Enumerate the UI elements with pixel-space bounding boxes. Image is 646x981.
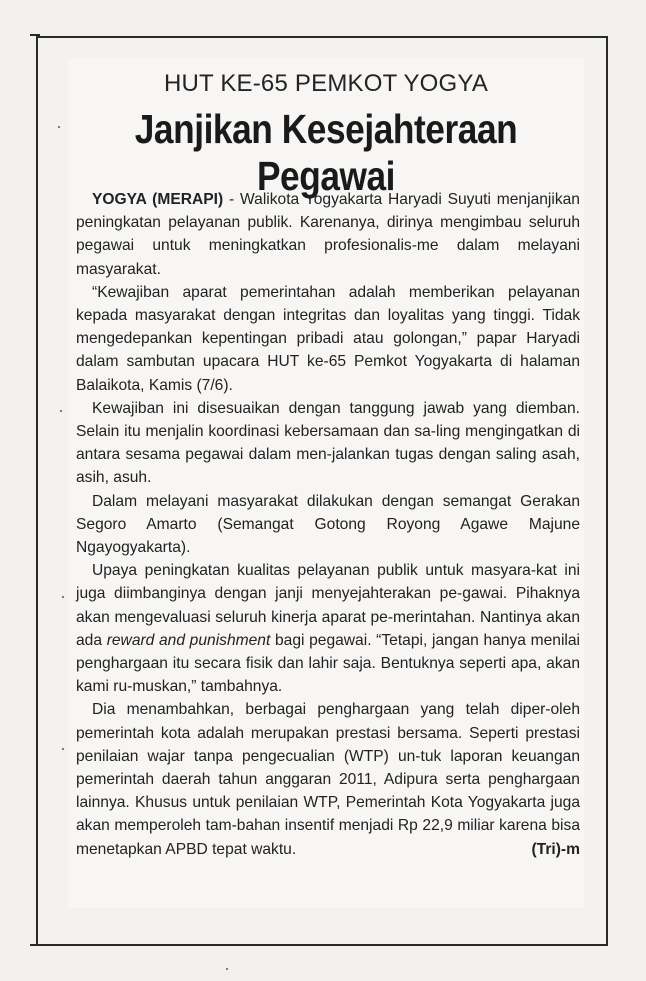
dateline-separator: - — [223, 191, 241, 208]
paragraph-6-text: Dia menambahkan, berbagai penghargaan yang telah diper-oleh pemerintah kota adalah merupakan prestasi bersama. Seperti prestasi penilaian wajar tanpa pengecualian (WTP) un-tuk laporan keuangan pemerintah daerah tahun anggaran 2011, Adipura serta penghargaan lainnya. Khusus untuk penilaian WTP, Pemerintah Kota Yogyakarta juga akan memperoleh tam-bahan insentif menjadi Rp 22,9 miliar karena bisa menetapkan APBD tepat waktu. — [76, 701, 580, 858]
article-headline: Janjikan Kesejahteraan Pegawai — [134, 106, 518, 199]
paragraph-3: Kewajiban ini disesuaikan dengan tanggung jawab yang diemban. Selain itu menjalin koordinasi kebersamaan dan sa-ling mengingatkan di antara sesama pegawai dalam men-jalankan tugas dengan saling asah, asih, asuh. — [76, 399, 580, 487]
dateline: YOGYA (MERAPI) — [92, 191, 224, 208]
paragraph-1-text: Walikota Yogyakarta Haryadi Suyuti menjanjikan peningkatan pelayanan publik. Karenanya, dirinya mengimbau seluruh pegawai untuk meningkatkan profesionalis-me dalam melayani masyarakat. — [76, 191, 580, 278]
paragraph-4: Dalam melayani masyarakat dilakukan dengan semangat Gerakan Segoro Amarto (Semangat Gotong Royong Agawe Majune Ngayogyakarta). — [76, 492, 580, 557]
byline: (Tri)-m — [531, 840, 580, 858]
paragraph-2: “Kewajiban aparat pemerintahan adalah memberikan pelayanan kepada masyarakat dengan integritas dan loyalitas yang tinggi. Tidak mengedepankan kepentingan pribadi atau golongan,” papar Haryadi dalam sambutan upacara HUT ke-65 Pemkot Yogyakarta di halaman Balaikota, Kamis (7/6). — [76, 283, 580, 394]
paragraph-1 — [76, 188, 580, 281]
article-body — [76, 188, 580, 861]
paragraph-5-italic: reward and punishment — [106, 631, 271, 649]
paragraph-5-text-a: Upaya peningkatan kualitas pelayanan publik untuk masyara-kat ini juga diimbanginya dengan janji menyejahterakan pe-gawai. Pihaknya akan mengevaluasi seluruh kinerja aparat pe-merintahan. Nantinya akan ada — [76, 562, 580, 649]
article-kicker: HUT KE-65 PEMKOT YOGYA — [163, 70, 489, 97]
scan-speck — [60, 410, 62, 412]
paragraph-5-text-b: bagi pegawai. “Tetapi, jangan hanya menilai penghargaan itu secara fisik dan lahir saja. Bentuknya seperti apa, akan kami ru-muskan,” tambahnya. — [76, 631, 581, 696]
article — [68, 58, 584, 908]
paragraph-5 — [76, 559, 580, 698]
scan-speck — [62, 596, 64, 598]
scan-speck — [62, 748, 64, 750]
scan-speck — [58, 126, 60, 128]
scan-speck — [226, 968, 228, 970]
paragraph-6 — [76, 698, 580, 860]
